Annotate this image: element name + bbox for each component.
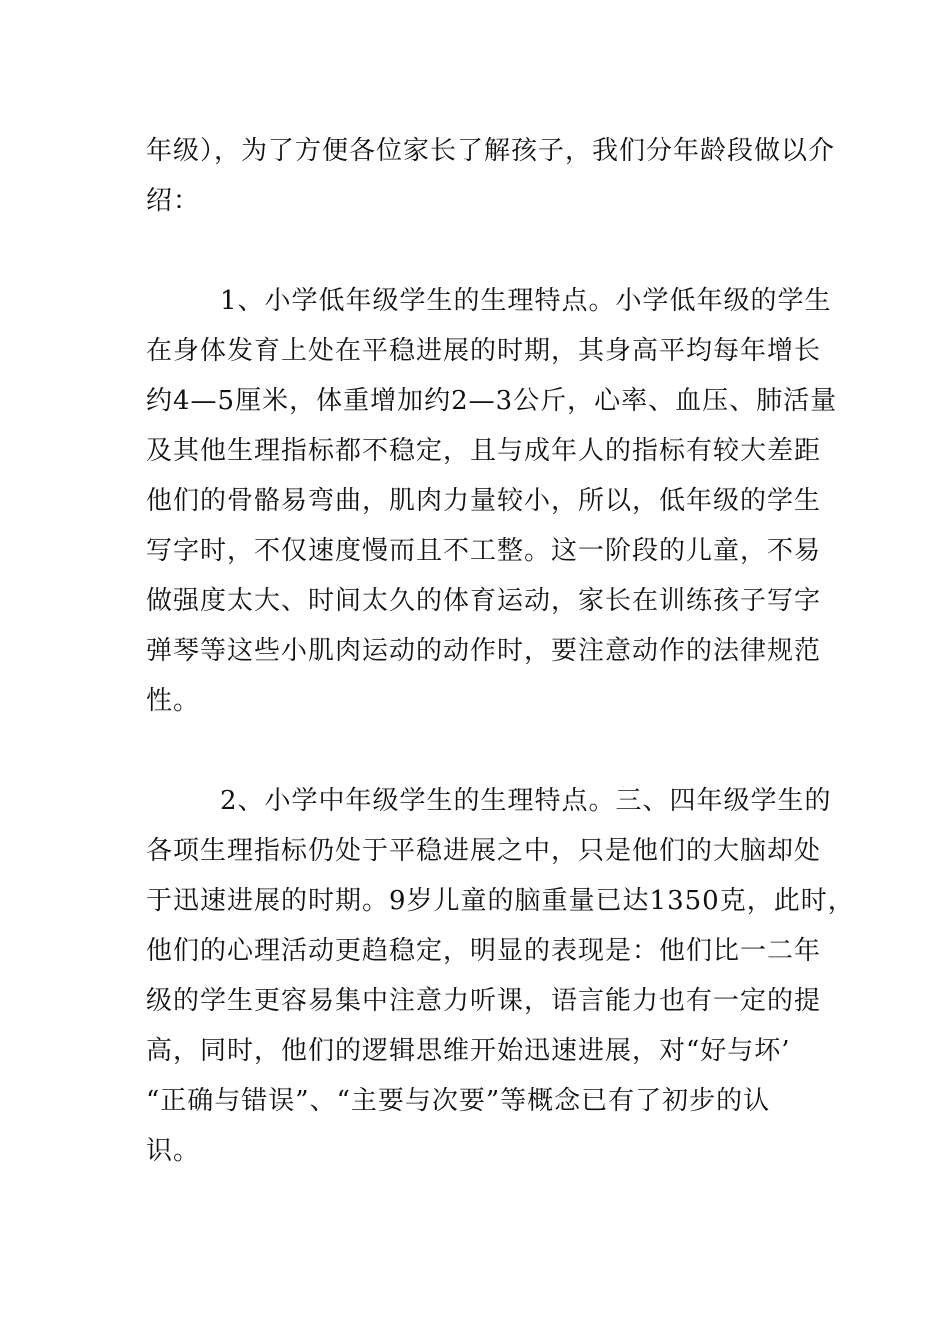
text-line: 他们的心理活动更趋稳定，明显的表现是：他们比一二年	[146, 936, 822, 966]
text-line: “正确与错误”、“主要与次要”等概念已有了初步的认	[146, 1086, 771, 1116]
text-line: 识。	[146, 1136, 201, 1166]
text-line: 绍：	[146, 186, 201, 216]
text-line: 级的学生更容易集中注意力听课，语言能力也有一定的提	[146, 986, 822, 1016]
text-line: 在身体发育上处在平稳进展的时期，其身高平均每年增长	[146, 336, 822, 366]
text-line: 于迅速进展的时期。9岁儿童的脑重量已达1350克，此时，	[146, 886, 855, 916]
text-line: 年级），为了方便各位家长了解孩子，我们分年龄段做以介	[146, 136, 836, 166]
text-line: 高，同时，他们的逻辑思维开始迅速进展，对“好与坏’	[146, 1036, 791, 1066]
text-line: 各项生理指标仍处于平稳进展之中，只是他们的大脑却处	[146, 836, 822, 866]
paragraph-2-start: 2、小学中年级学生的生理特点。三、四年级学生的	[220, 786, 832, 816]
text-line: 性。	[146, 686, 201, 716]
text-line: 写字时，不仅速度慢而且不工整。这一阶段的儿童，不易	[146, 536, 822, 566]
text-line: 及其他生理指标都不稳定，且与成年人的指标有较大差距	[146, 436, 822, 466]
text-line: 他们的骨骼易弯曲，肌肉力量较小，所以，低年级的学生	[146, 486, 822, 516]
text-line: 做强度太大、时间太久的体育运动，家长在训练孩子写字	[146, 586, 822, 616]
text-line: 约4—5厘米，体重增加约2—3公斤，心率、血压、肺活量	[146, 386, 838, 416]
paragraph-1-start: 1、小学低年级学生的生理特点。小学低年级的学生	[220, 286, 832, 316]
text-line: 弹琴等这些小肌肉运动的动作时，要注意动作的法律规范	[146, 636, 822, 666]
